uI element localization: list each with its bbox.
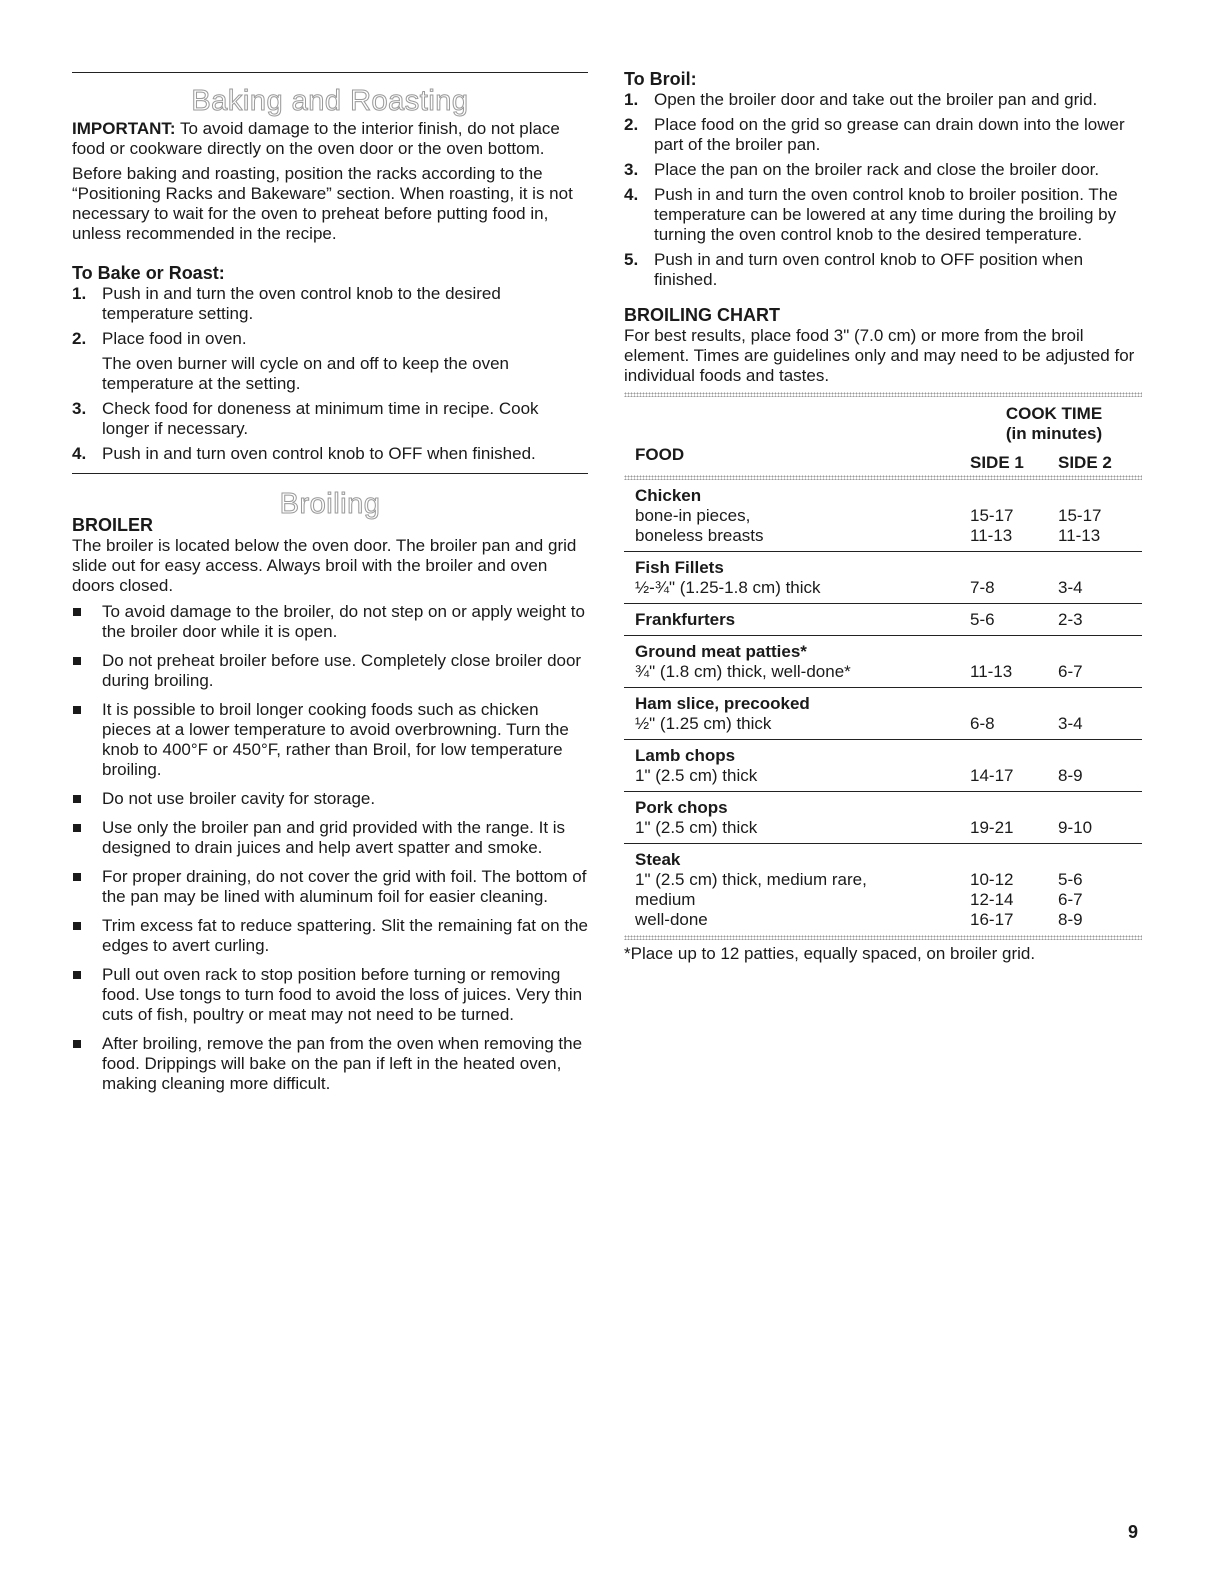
top-rule [72, 72, 588, 73]
side2-value: 11-13 [1058, 526, 1101, 545]
food-desc: bone-in pieces, [635, 506, 751, 525]
food-desc: 1" (2.5 cm) thick [635, 766, 758, 785]
step-text: Open the broiler door and take out the broiler pan and grid. [654, 90, 1098, 109]
side1-value: 16-17 [970, 910, 1014, 929]
side1-value: 14-17 [970, 766, 1014, 785]
bullet-item [72, 965, 588, 1025]
side2-value: 3-4 [1058, 714, 1083, 733]
to-broil-subhead: To Broil: [624, 69, 697, 89]
page-number: 9 [1128, 1522, 1139, 1542]
food-desc: ¾" (1.8 cm) thick, well-done* [635, 662, 851, 681]
step-number: 3. [72, 399, 87, 418]
food-line [635, 578, 1142, 598]
table-row [624, 844, 1142, 935]
food-header: FOOD [635, 445, 685, 464]
food-line [635, 662, 1142, 682]
bullet-item [72, 789, 588, 809]
table-row [624, 740, 1142, 792]
step-text: Check food for doneness at minimum time in recipe. Cook longer if necessary. [102, 399, 539, 438]
important-text: To avoid damage to the interior finish, do not place food or cookware directly on the oven door or the oven bottom. [72, 119, 560, 158]
broil-step [624, 90, 1142, 110]
bullet-square-icon [73, 824, 81, 832]
table-row [624, 552, 1142, 604]
bullet-item [72, 916, 588, 956]
bullet-square-icon [73, 873, 81, 881]
step-text: Place food on the grid so grease can drain down into the lower part of the broiler pan. [654, 115, 1125, 154]
table-header [624, 397, 1142, 475]
section-rule [72, 473, 588, 474]
bake-roast-subhead: To Bake or Roast: [72, 263, 225, 283]
bullet-square-icon [73, 922, 81, 930]
food-line [635, 910, 1142, 930]
broiler-subhead: BROILER [72, 515, 153, 535]
baking-roasting-title: Baking and Roasting [191, 85, 469, 117]
bullet-text: Use only the broiler pan and grid provided with the range. It is designed to drain juices and help avert spatter and smoke. [102, 818, 566, 857]
food-name: Frankfurters [635, 610, 736, 629]
food-desc: ½" (1.25 cm) thick [635, 714, 772, 733]
step-text: Push in and turn the oven control knob to the desired temperature setting. [102, 284, 501, 323]
side1-value: 19-21 [970, 818, 1014, 837]
bake-step [72, 284, 588, 324]
bullet-item [72, 1034, 588, 1094]
broiling-chart-intro: For best results, place food 3" (7.0 cm) or more from the broil element. Times are guidelines only and may need to be adjusted for individual foods and tastes. [624, 326, 1135, 385]
side1-header: SIDE 1 [970, 453, 1024, 472]
bake-step [72, 399, 588, 439]
broiler-bullets [72, 602, 588, 1094]
food-name: Steak [635, 850, 681, 869]
food-line [635, 610, 1142, 630]
food-line [635, 526, 1142, 546]
food-name: Pork chops [635, 798, 728, 817]
food-name: Fish Fillets [635, 558, 724, 577]
broiling-chart-table [624, 392, 1142, 940]
bullet-item [72, 651, 588, 691]
food-desc: boneless breasts [635, 526, 764, 545]
step-text: Push in and turn oven control knob to OFF position when finished. [654, 250, 1084, 289]
broil-step [624, 185, 1142, 245]
bullet-square-icon [73, 608, 81, 616]
step-number: 5. [624, 250, 639, 269]
step-text: Push in and turn the oven control knob to broiler position. The temperature can be lowered at any time during the broiling by turning the oven control knob to the desired temperature. [654, 185, 1118, 244]
bullet-item [72, 818, 588, 858]
bullet-text: To avoid damage to the broiler, do not step on or apply weight to the broiler door while it is open. [102, 602, 585, 641]
side1-value: 15-17 [970, 506, 1014, 525]
bullet-text: Trim excess fat to reduce spattering. Slit the remaining fat on the edges to avert curling. [102, 916, 588, 955]
bullet-text: Do not use broiler cavity for storage. [102, 789, 376, 808]
side1-value: 7-8 [970, 578, 995, 597]
side2-value: 3-4 [1058, 578, 1083, 597]
right-column [624, 0, 1142, 964]
bullet-text: For proper draining, do not cover the grid with foil. The bottom of the pan may be lined with aluminum foil for easier cleaning. [102, 867, 587, 906]
food-line [635, 818, 1142, 838]
side1-value: 11-13 [970, 662, 1013, 681]
step-text: Place food in oven. [102, 329, 247, 348]
broil-steps-list [624, 90, 1142, 290]
step-number: 2. [72, 329, 87, 348]
side2-value: 2-3 [1058, 610, 1083, 629]
step-note: The oven burner will cycle on and off to keep the oven temperature at the setting. [102, 354, 509, 393]
food-name: Ground meat patties* [635, 642, 807, 661]
important-label: IMPORTANT: [72, 119, 176, 138]
left-column [72, 0, 588, 1103]
in-minutes-header: (in minutes) [1005, 424, 1103, 443]
step-number: 4. [72, 444, 87, 463]
bake-step [72, 444, 588, 464]
food-line [635, 870, 1142, 890]
side1-value: 12-14 [970, 890, 1014, 909]
table-row [624, 792, 1142, 844]
chart-footnote: *Place up to 12 patties, equally spaced, on broiler grid. [624, 944, 1036, 963]
food-name: Ham slice, precooked [635, 694, 810, 713]
bullet-text: It is possible to broil longer cooking foods such as chicken pieces at a lower temperature to avoid overbrowning. Turn the knob to 400°F or 450°F, rather than Broil, for low temperature broiling. [102, 700, 569, 779]
broil-step [624, 115, 1142, 155]
cook-time-header: COOK TIME [1005, 404, 1103, 423]
bake-steps-list [72, 284, 588, 464]
side2-value: 8-9 [1058, 766, 1083, 785]
food-desc: ½-¾" (1.25-1.8 cm) thick [635, 578, 821, 597]
step-text: Push in and turn oven control knob to OFF when finished. [102, 444, 536, 463]
step-number: 3. [624, 160, 639, 179]
table-row [624, 480, 1142, 552]
side2-value: 8-9 [1058, 910, 1083, 929]
food-desc: 1" (2.5 cm) thick, medium rare, [635, 870, 867, 889]
bullet-item [72, 700, 588, 780]
table-bottom-border [624, 935, 1142, 940]
baking-intro: Before baking and roasting, position the racks according to the “Positioning Racks and Bakeware” section. When roasting, it is not necessary to wait for the oven to preheat before putting food in, unless recommended in the recipe. [72, 164, 573, 243]
bullet-item [72, 867, 588, 907]
side1-value: 10-12 [970, 870, 1014, 889]
side2-header: SIDE 2 [1058, 453, 1112, 472]
food-desc: medium [635, 890, 696, 909]
bullet-square-icon [73, 795, 81, 803]
bake-step [72, 329, 588, 394]
important-note [72, 119, 588, 159]
broiling-title: Broiling [279, 488, 381, 520]
food-line [635, 506, 1142, 526]
step-number: 2. [624, 115, 639, 134]
table-row [624, 688, 1142, 740]
table-row [624, 604, 1142, 636]
step-text: Place the pan on the broiler rack and close the broiler door. [654, 160, 1100, 179]
side2-value: 9-10 [1058, 818, 1093, 837]
step-number: 1. [72, 284, 87, 303]
broil-step [624, 160, 1142, 180]
broiler-intro: The broiler is located below the oven door. The broiler pan and grid slide out for easy access. Always broil with the broiler and oven doors closed. [72, 536, 577, 595]
bullet-text: After broiling, remove the pan from the oven when removing the food. Drippings will bake on the pan if left in the heated oven, making cleaning more difficult. [102, 1034, 583, 1093]
food-desc: well-done [635, 910, 708, 929]
bullet-text: Pull out oven rack to stop position before turning or removing food. Use tongs to turn food to avoid the loss of juices. Very thin cuts of fish, poultry or meat may not need to be turned. [102, 965, 583, 1024]
food-name: Lamb chops [635, 746, 736, 765]
side1-value: 11-13 [970, 526, 1013, 545]
bullet-square-icon [73, 657, 81, 665]
broil-step [624, 250, 1142, 290]
food-desc: 1" (2.5 cm) thick [635, 818, 758, 837]
food-name: Chicken [635, 486, 702, 505]
side2-value: 6-7 [1058, 890, 1083, 909]
food-line [635, 714, 1142, 734]
step-number: 4. [624, 185, 639, 204]
food-line [635, 766, 1142, 786]
bullet-square-icon [73, 706, 81, 714]
food-line [635, 890, 1142, 910]
table-row [624, 636, 1142, 688]
side1-value: 6-8 [970, 714, 995, 733]
bullet-item [72, 602, 588, 642]
step-number: 1. [624, 90, 639, 109]
bullet-text: Do not preheat broiler before use. Completely close broiler door during broiling. [102, 651, 582, 690]
side1-value: 5-6 [970, 610, 995, 629]
side2-value: 6-7 [1058, 662, 1083, 681]
side2-value: 5-6 [1058, 870, 1083, 889]
bullet-square-icon [73, 971, 81, 979]
side2-value: 15-17 [1058, 506, 1102, 525]
broiling-chart-subhead: BROILING CHART [624, 305, 780, 325]
bullet-square-icon [73, 1040, 81, 1048]
